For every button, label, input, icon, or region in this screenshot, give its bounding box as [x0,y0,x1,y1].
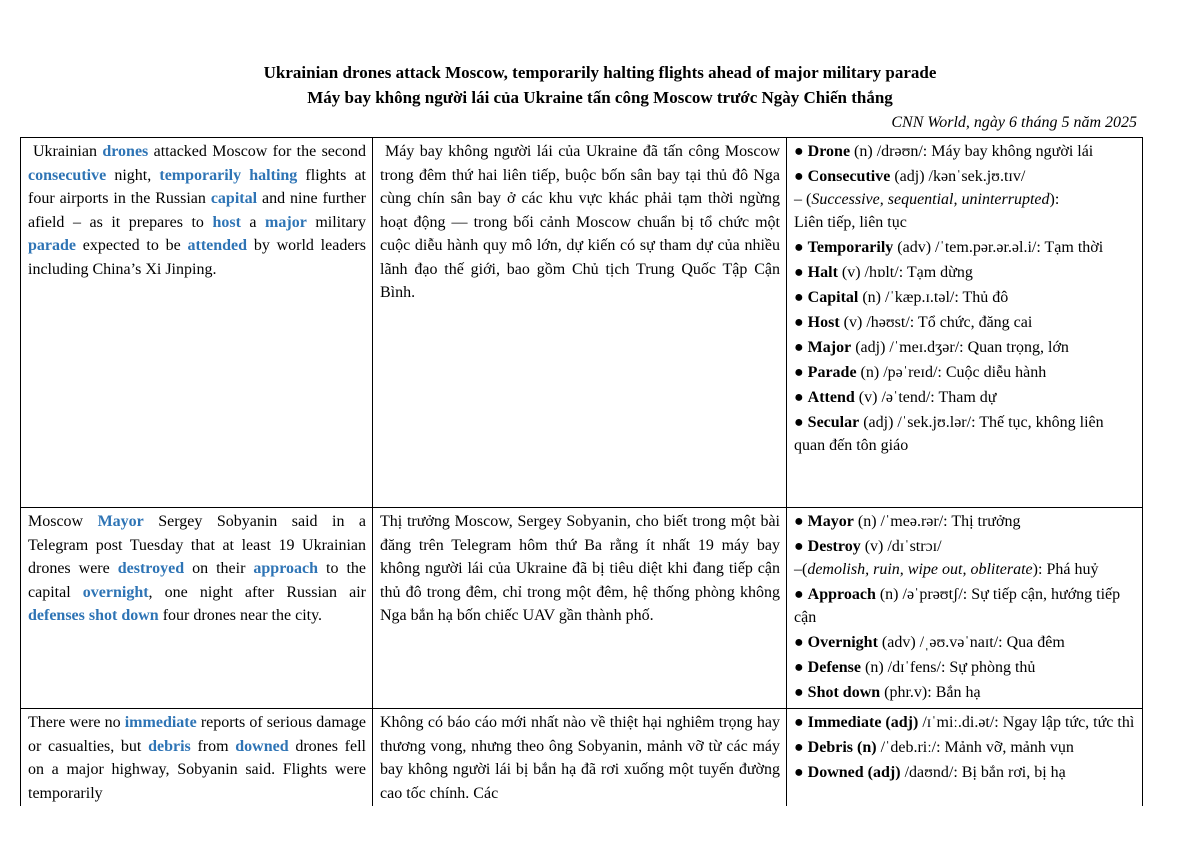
bullet-icon: ● [794,239,808,256]
vocab-definition: (adj) /ˈmeɪ.dʒər/: Quan trọng, lớn [851,339,1069,356]
bullet-icon: ● [794,586,808,603]
table-row [21,138,1143,508]
vocab-item [794,736,1136,759]
text-segment: Moscow [28,513,98,530]
vocab-word: Capital [807,289,859,306]
highlighted-term: capital [210,190,258,207]
bullet-icon: ● [794,143,808,160]
text-segment: military [306,213,366,231]
text-segment: four drones near the city. [158,607,323,624]
vocab-item [794,510,1136,533]
text-segment: drones fell on a major highway, Sobyanin said. Flights were temporarily [28,737,367,802]
bullet-icon: ● [794,538,808,555]
highlighted-term: Mayor [97,513,144,530]
vocab-item [794,681,1136,704]
vocab-meaning: Liên tiếp, liên tục [794,214,907,231]
vocab-item [794,711,1136,734]
vocab-definition: (adj) /ˈsek.jʊ.lər/: Thế tục, không liên quan đến tôn giáo [794,414,1104,454]
vocabulary-cell [787,138,1143,508]
english-text-cell [21,138,373,508]
vocab-definition: (n) /drəʊn/: Máy bay không người lái [850,143,1094,160]
vocab-word: Debris (n) [807,739,877,756]
bullet-icon: ● [794,634,808,651]
text-segment: on their [184,560,254,577]
bullet-icon: ● [794,739,808,756]
title-vietnamese: Máy bay không người lái của Ukraine tấn công Moscow trước Ngày Chiến thắng [307,88,893,107]
synonym-suffix: ): [1032,561,1047,578]
text-segment: Sergey Sobyanin said in a Telegram post Tuesday that at least 19 Ukrainian drones were [28,513,367,577]
vocab-word: Temporarily [807,239,894,256]
text-segment: reports of serious damage or casualties, but [28,714,367,755]
highlighted-term: debris [148,737,191,755]
highlighted-term: consecutive [28,166,107,184]
source-line: CNN World, ngày 6 tháng 5 năm 2025 [891,114,1137,131]
highlighted-term: attended [187,237,248,254]
highlighted-term: defenses [28,607,85,624]
highlighted-term: shot down [88,607,159,624]
vocab-word: Secular [807,414,860,431]
vocab-word: Halt [807,264,838,281]
text-segment: Ukrainian [33,143,103,160]
synonym-list: demolish, ruin, wipe out, obliterate [807,561,1033,578]
vocab-item [794,411,1136,457]
bullet-icon: ● [794,513,808,530]
vocab-definition: (v) /dɪˈstrɔɪ/ [860,538,942,555]
vocab-definition: (phr.v): Bắn hạ [880,684,981,701]
highlighted-term: approach [253,560,319,577]
text-segment: a [240,213,266,231]
vietnamese-text: Không có báo cáo mới nhất nào về thiệt hại nghiêm trọng hay thương vong, nhưng theo ông Sobyanin, mảnh vỡ từ các máy bay không người lái bị bắn hạ đã rơi xuống một tuyến đường cao tốc chính. Các [380,714,780,802]
vocabulary-cell [787,508,1143,709]
vocab-item [794,236,1136,259]
vocab-definition: (adj) /kənˈsek.jʊ.tɪv/ [890,168,1026,185]
bullet-icon: ● [794,764,808,781]
vietnamese-text-cell [373,138,787,508]
bullet-icon: ● [794,314,808,331]
vocab-definition: (adv) /ˈtem.pər.ər.əl.i/: Tạm thời [893,239,1104,256]
text-segment: by world leaders including China’s Xi Jinping. [28,237,366,278]
bullet-icon: ● [794,168,808,185]
bullet-icon: ● [794,684,808,701]
vocab-word: Defense [807,659,861,676]
bullet-icon: ● [794,659,808,676]
text-segment: from [190,737,236,755]
english-text-cell [21,508,373,709]
vietnamese-text: Thị trưởng Moscow, Sergey Sobyanin, cho biết trong một bài đăng trên Telegram hôm thứ Ba rằng ít nhất 19 máy bay không người lái của Ukraine đã bị tiêu diệt khi đang tiếp cận thủ đô trong đêm, chỉ trong một đêm, hệ thống phòng không Nga bắn hạ bốn chiếc UAV gần thành phố. [380,513,780,624]
vocab-definition: (v) /hɒlt/: Tạm dừng [837,264,973,281]
vocab-word: Approach [807,586,876,603]
vocab-definition: (n) /pəˈreɪd/: Cuộc diễu hành [856,364,1047,381]
vocab-word: Parade [807,364,857,381]
vocab-item [794,165,1136,234]
bilingual-table [20,137,1143,809]
vocab-word: Destroy [807,538,861,555]
vocab-word: Consecutive [807,168,891,185]
vocab-item [794,336,1136,359]
vocab-item [794,656,1136,679]
bullet-icon: ● [794,714,808,731]
text-segment: flights at four airports in the Russian [28,166,366,207]
bullet-icon: ● [794,414,808,431]
vocab-item [794,535,1136,581]
highlighted-term: downed [235,737,289,755]
vocab-word: Shot down [807,684,881,701]
page-bottom-mask [0,806,1200,849]
vocab-word: Downed (adj) [807,764,901,781]
text-segment: attacked Moscow for the second [148,143,366,160]
highlighted-term: major [265,213,307,231]
vocab-item [794,140,1136,163]
text-segment: and nine further afield – as it prepares to [28,190,366,231]
highlighted-term: parade [28,237,76,254]
vocab-definition: (n) /ˈmeə.rər/: Thị trưởng [853,513,1021,530]
synonym-suffix: ): [1049,191,1060,208]
vocab-definition: (v) /həʊst/: Tổ chức, đăng cai [839,314,1033,331]
vocab-item [794,361,1136,384]
vocab-definition: (v) /əˈtend/: Tham dự [854,389,997,406]
title-english: Ukrainian drones attack Moscow, temporarily halting flights ahead of major military parade [263,63,937,82]
bullet-icon: ● [794,264,808,281]
vocab-word: Major [807,339,852,356]
vocab-item [794,631,1136,654]
highlighted-term: destroyed [117,560,185,577]
highlighted-term: temporarily halting [159,166,298,184]
vocabulary-cell [787,709,1143,809]
table-row [21,508,1143,709]
vocab-word: Overnight [807,634,878,651]
text-segment: There were no [28,714,125,731]
vocab-item [794,583,1136,629]
text-segment: night, [106,166,160,184]
highlighted-term: drones [102,143,149,160]
synonym-list: Successive, sequential, uninterrupted [811,191,1050,208]
text-segment: , one night after Russian air [148,583,367,601]
vocab-word: Host [807,314,840,331]
table-row [21,709,1143,809]
highlighted-term: immediate [124,714,197,731]
vietnamese-text-cell [373,709,787,809]
vocab-definition: (n) /ˈkæp.ɪ.təl/: Thủ đô [858,289,1009,306]
vocab-word: Mayor [807,513,854,530]
text-segment: expected to be [76,237,188,254]
vocab-item [794,311,1136,334]
vocab-word: Attend [807,389,855,406]
bullet-icon: ● [794,364,808,381]
vocab-item [794,386,1136,409]
vocab-word: Immediate (adj) [807,714,919,731]
vietnamese-text: Máy bay không người lái của Ukraine đã tấn công Moscow trong đêm thứ hai liên tiếp, buộc bốn sân bay tại thủ đô Nga cùng chín sân bay ở các khu vực khác phải tạm thời ngừng hoạt động — trong bối cảnh Moscow chuẩn bị tổ chức một cuộc diễu hành quy mô lớn, dự kiến có sự tham dự của nhiều lãnh đạo thế giới, bao gồm Chủ tịch Trung Quốc Tập Cận Bình. [380,143,780,301]
text-segment: to the capital [28,560,366,601]
vocab-definition: (adv) /ˌəʊ.vəˈnaɪt/: Qua đêm [877,634,1065,651]
synonym-prefix: –( [794,561,808,578]
highlighted-term: overnight [82,583,149,601]
vocab-definition: /daʊnd/: Bị bắn rơi, bị hạ [900,764,1066,781]
vocab-item [794,286,1136,309]
bullet-icon: ● [794,339,808,356]
vocab-item [794,761,1136,784]
vocab-item [794,261,1136,284]
vocab-word: Drone [807,143,851,160]
english-text-cell [21,709,373,809]
vocab-definition: (n) /əˈprəʊtʃ/: Sự tiếp cận, hướng tiếp cận [794,586,1121,626]
vocab-definition: /ɪˈmiː.di.ət/: Ngay lập tức, tức thì [918,714,1135,731]
bullet-icon: ● [794,389,808,406]
vocab-meaning: Phá huỷ [1046,561,1099,578]
bullet-icon: ● [794,289,808,306]
synonym-prefix: – ( [794,191,812,208]
vocab-definition: (n) /dɪˈfens/: Sự phòng thủ [860,659,1036,676]
vietnamese-text-cell [373,508,787,709]
vocab-definition: /ˈdeb.riː/: Mảnh vỡ, mảnh vụn [876,739,1074,756]
highlighted-term: host [212,213,241,231]
